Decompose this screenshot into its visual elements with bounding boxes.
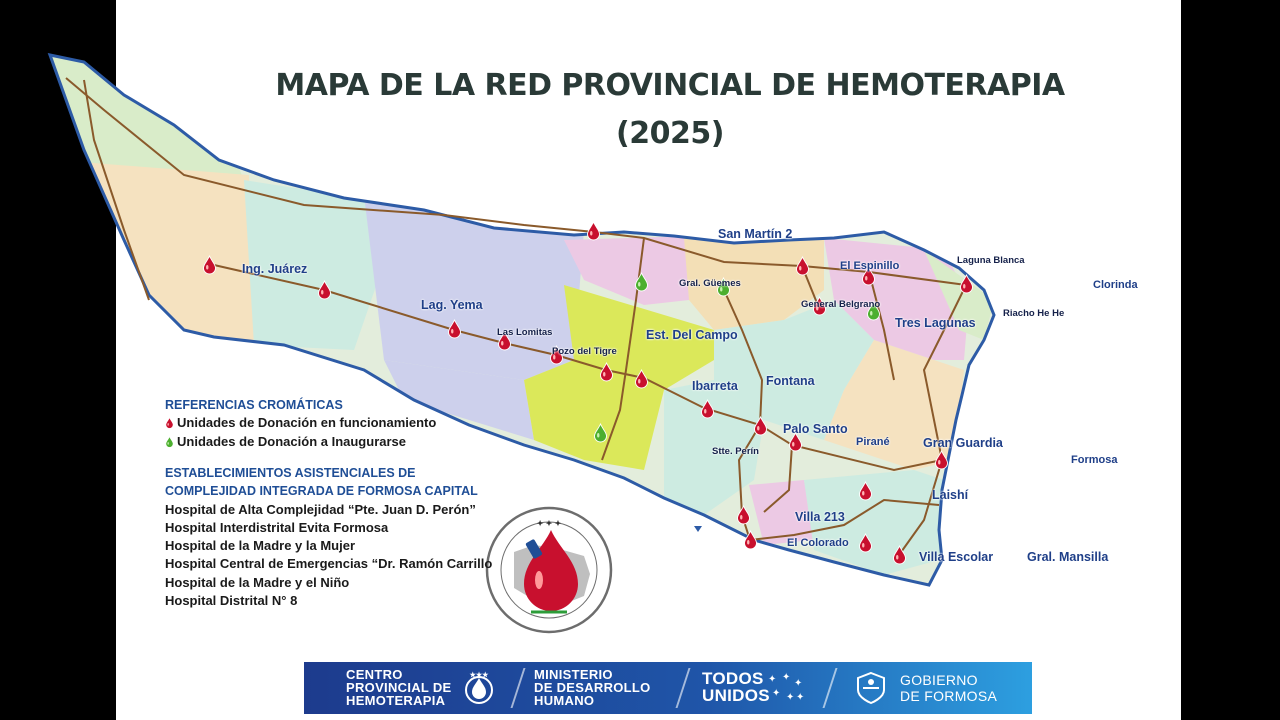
legend-active-label: Unidades de Donación en funcionamiento	[177, 415, 437, 431]
cph-logo-icon	[460, 670, 498, 706]
svg-text:✦: ✦	[796, 692, 805, 703]
svg-text:✦: ✦	[782, 672, 791, 683]
place-tres-lagunas: Tres Lagunas	[895, 316, 976, 330]
footer-gobierno	[900, 672, 997, 704]
place-laguna-blanca: Laguna Blanca	[957, 255, 1025, 266]
place-villa-escolar: Villa Escolar	[919, 550, 994, 564]
place-est-del-campo: Est. Del Campo	[646, 328, 738, 342]
map-year: (2025)	[616, 116, 724, 151]
svg-text:✦: ✦	[772, 688, 781, 699]
footer-gobierno-line1: GOBIERNO	[900, 672, 978, 688]
hospital-item: Hospital Distrital N° 8	[165, 593, 298, 609]
footer-cph-line1: CENTRO	[346, 667, 403, 682]
footer-gobierno-line2: DE FORMOSA	[900, 688, 998, 704]
place-gral-mansilla: Gral. Mansilla	[1027, 550, 1109, 564]
hospital-item: Hospital de la Madre y el Niño	[165, 574, 350, 590]
place-laishi: Laishí	[932, 488, 969, 502]
footer-divider	[676, 668, 691, 708]
place-gran-guardia: Gran Guardia	[923, 436, 1003, 450]
place-clorinda: Clorinda	[1093, 279, 1138, 291]
chromatic-legend	[165, 396, 436, 451]
map-title: MAPA DE LA RED PROVINCIAL DE HEMOTERAPIA	[275, 68, 1065, 103]
place-stte-perin: Stte. Perín	[712, 446, 759, 457]
hospital-item: Hospital de Alta Complejidad “Pte. Juan D. Perón”	[165, 501, 476, 517]
place-riacho-he-he: Riacho He He	[1003, 308, 1065, 319]
svg-text:✦ ✦ ✦: ✦ ✦ ✦	[536, 519, 562, 528]
place-pirane: Pirané	[856, 436, 890, 448]
place-villa-213: Villa 213	[795, 510, 845, 524]
footer-ministerio-line3: HUMANO	[534, 693, 595, 708]
formosa-shield-icon	[854, 670, 888, 706]
place-san-martin-2: San Martín 2	[718, 227, 793, 241]
svg-text:✦: ✦	[794, 678, 803, 689]
place-formosa: Formosa	[1071, 454, 1118, 466]
footer-divider	[823, 668, 838, 708]
legend-upcoming-row	[165, 433, 436, 451]
legend-upcoming-label: Unidades de Donación a Inaugurarse	[177, 433, 406, 449]
facilities-title-line1: ESTABLECIMIENTOS ASISTENCIALES DE	[165, 466, 416, 480]
footer-ministerio-line1: MINISTERIO	[534, 667, 613, 682]
footer-divider	[511, 668, 526, 708]
institutional-footer	[304, 662, 1032, 714]
footer-todos-unidos	[702, 670, 770, 704]
facilities-legend	[165, 464, 492, 610]
place-ibarreta: Ibarreta	[692, 379, 738, 393]
footer-ministerio-line2: DE DESARROLLO	[534, 680, 651, 695]
place-el-colorado: El Colorado	[787, 537, 849, 549]
place-pozo-del-tigre: Pozo del Tigre	[552, 346, 617, 357]
svg-text:✦: ✦	[768, 674, 777, 685]
footer-todos-line1: TODOS	[702, 669, 764, 688]
hemotherapy-seal	[487, 508, 611, 632]
place-el-espinillo: El Espinillo	[840, 260, 900, 272]
legend-chromatic-title: REFERENCIAS CROMÁTICAS	[165, 398, 343, 412]
legend-active-row	[165, 414, 436, 432]
red-drop-icon	[165, 417, 174, 429]
place-gral-guemes: Gral. Güemes	[679, 278, 741, 289]
svg-text:★★★: ★★★	[469, 672, 489, 679]
place-palo-santo: Palo Santo	[783, 422, 848, 436]
el-colorado-marker	[694, 526, 702, 532]
place-ing-juarez: Ing. Juárez	[242, 262, 308, 276]
hospital-item: Hospital de la Madre y la Mujer	[165, 538, 355, 554]
facilities-title-line2: COMPLEJIDAD INTEGRADA DE FORMOSA CAPITAL	[165, 484, 478, 499]
stars-icon	[764, 670, 808, 706]
footer-cph-line3: HEMOTERAPIA	[346, 693, 446, 708]
svg-text:✦: ✦	[786, 692, 795, 703]
footer-ministerio	[534, 668, 651, 707]
footer-cph	[346, 668, 452, 707]
place-las-lomitas: Las Lomitas	[497, 327, 553, 338]
green-drop-icon	[165, 436, 174, 448]
place-general-belgrano: General Belgrano	[801, 299, 881, 310]
hospital-item: Hospital Central de Emergencias “Dr. Ramón Carrillo	[165, 556, 493, 572]
footer-todos-line2: UNIDOS	[702, 686, 770, 705]
place-fontana: Fontana	[766, 374, 815, 388]
footer-cph-line2: PROVINCIAL DE	[346, 680, 452, 695]
place-lag-yema: Lag. Yema	[421, 298, 483, 312]
hospital-item: Hospital Interdistrital Evita Formosa	[165, 519, 389, 535]
